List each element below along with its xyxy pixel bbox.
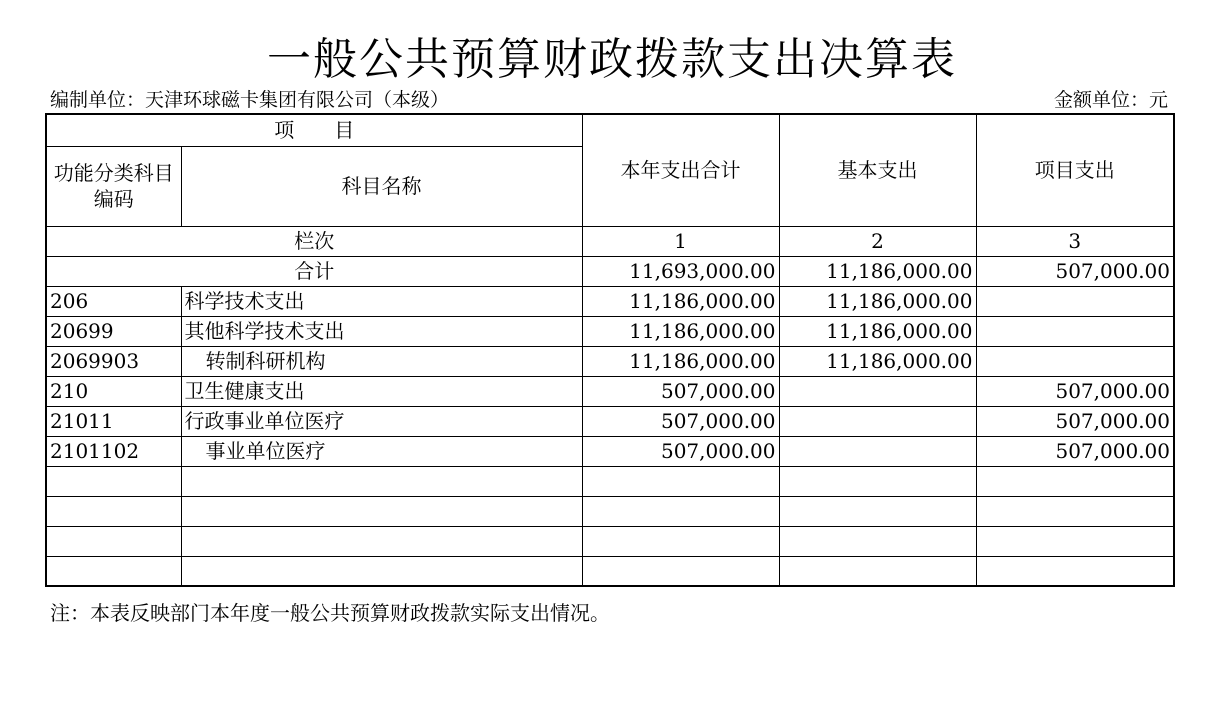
- currency-unit: 金额单位：元: [1053, 89, 1168, 111]
- row-project: [976, 286, 1174, 316]
- row-total: [582, 496, 779, 526]
- row-name: [181, 526, 582, 556]
- row-total: [582, 556, 779, 586]
- row-name: 其他科学技术支出: [181, 316, 582, 346]
- column-index-total: 1: [582, 226, 779, 256]
- summary-total: 11,693,000.00: [582, 256, 779, 286]
- table-row: [46, 466, 1174, 496]
- row-code: 20699: [46, 316, 181, 346]
- row-basic: [779, 556, 976, 586]
- reporting-unit: 编制单位：天津环球磁卡集团有限公司（本级）: [50, 89, 450, 111]
- row-total: 507,000.00: [582, 406, 779, 436]
- row-basic: [779, 466, 976, 496]
- summary-label: 合计: [46, 256, 582, 286]
- header-basic: 基本支出: [779, 114, 976, 226]
- row-code: 210: [46, 376, 181, 406]
- page-title: 一般公共预算财政拨款支出决算表: [267, 34, 957, 85]
- table-row: [46, 346, 1174, 376]
- row-name: 事业单位医疗: [181, 436, 582, 466]
- row-total: 507,000.00: [582, 376, 779, 406]
- row-basic: [779, 376, 976, 406]
- table-row: [46, 496, 1174, 526]
- row-project: [976, 466, 1174, 496]
- row-basic: [779, 406, 976, 436]
- row-code: [46, 526, 181, 556]
- header-name: 科目名称: [181, 146, 582, 226]
- header-code: 功能分类科目编码: [46, 146, 181, 226]
- header-row-top: [46, 114, 1174, 146]
- row-name: 转制科研机构: [181, 346, 582, 376]
- column-index-row: [46, 226, 1174, 256]
- row-code: [46, 466, 181, 496]
- row-name: [181, 556, 582, 586]
- row-project: 507,000.00: [976, 406, 1174, 436]
- header-project: 项目支出: [976, 114, 1174, 226]
- footnote: 注：本表反映部门本年度一般公共预算财政拨款实际支出情况。: [50, 601, 610, 625]
- row-project: [976, 556, 1174, 586]
- row-name: 卫生健康支出: [181, 376, 582, 406]
- row-basic: [779, 496, 976, 526]
- header-item: 项 目: [46, 114, 582, 146]
- row-basic: [779, 436, 976, 466]
- row-project: [976, 346, 1174, 376]
- row-name: [181, 466, 582, 496]
- row-basic: [779, 526, 976, 556]
- row-project: 507,000.00: [976, 436, 1174, 466]
- header-total: 本年支出合计: [582, 114, 779, 226]
- table-row: [46, 406, 1174, 436]
- table-row: [46, 526, 1174, 556]
- row-total: [582, 466, 779, 496]
- expenditure-table: [45, 113, 1175, 587]
- table-row: [46, 556, 1174, 586]
- summary-project: 507,000.00: [976, 256, 1174, 286]
- row-basic: 11,186,000.00: [779, 286, 976, 316]
- row-project: [976, 526, 1174, 556]
- column-index-label: 栏次: [46, 226, 582, 256]
- row-basic: 11,186,000.00: [779, 346, 976, 376]
- row-project: 507,000.00: [976, 376, 1174, 406]
- row-code: 206: [46, 286, 181, 316]
- row-basic: 11,186,000.00: [779, 316, 976, 346]
- row-project: [976, 316, 1174, 346]
- row-total: 11,186,000.00: [582, 346, 779, 376]
- row-code: 2069903: [46, 346, 181, 376]
- row-total: [582, 526, 779, 556]
- row-name: 科学技术支出: [181, 286, 582, 316]
- row-name: 行政事业单位医疗: [181, 406, 582, 436]
- row-code: 2101102: [46, 436, 181, 466]
- row-total: 11,186,000.00: [582, 286, 779, 316]
- table-row: [46, 286, 1174, 316]
- row-name: [181, 496, 582, 526]
- summary-row: [46, 256, 1174, 286]
- table-row: [46, 436, 1174, 466]
- table-row: [46, 316, 1174, 346]
- row-project: [976, 496, 1174, 526]
- row-code: [46, 496, 181, 526]
- row-total: 11,186,000.00: [582, 316, 779, 346]
- row-code: [46, 556, 181, 586]
- column-index-basic: 2: [779, 226, 976, 256]
- summary-basic: 11,186,000.00: [779, 256, 976, 286]
- table-row: [46, 376, 1174, 406]
- row-code: 21011: [46, 406, 181, 436]
- row-total: 507,000.00: [582, 436, 779, 466]
- column-index-project: 3: [976, 226, 1174, 256]
